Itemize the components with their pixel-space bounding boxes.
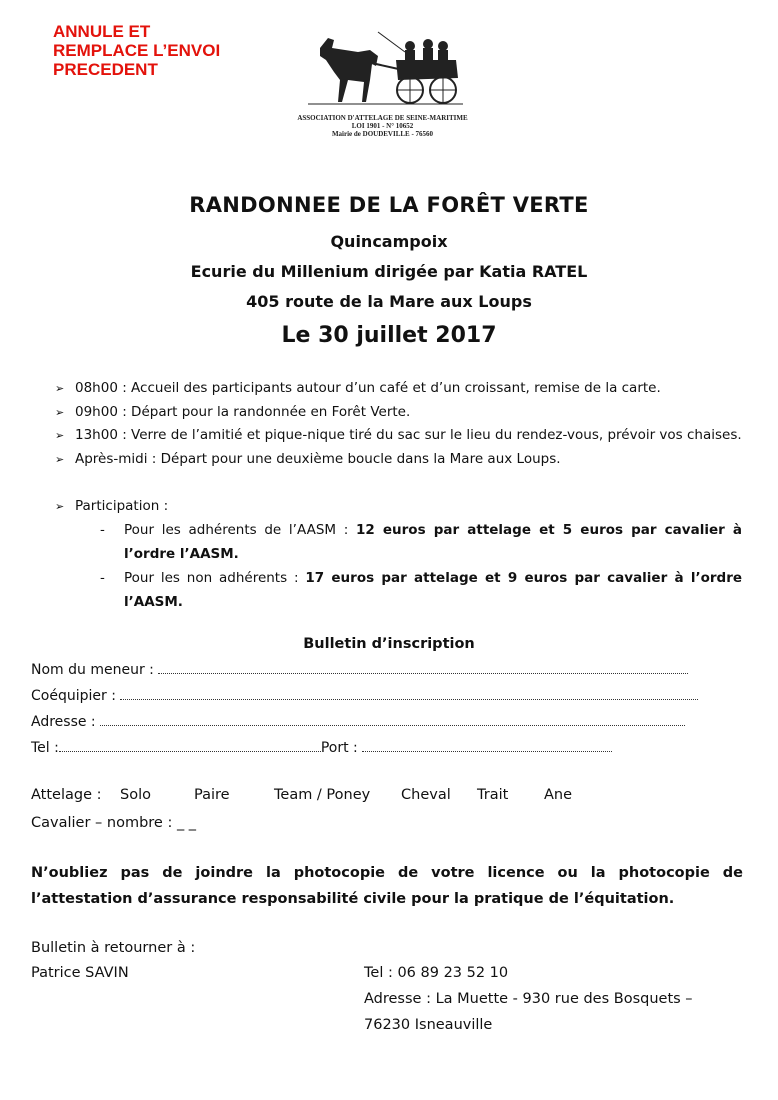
program-item [55, 424, 742, 448]
logo-registration: LOI 1901 - N° 10652 [351, 122, 414, 130]
event-place: Quincampoix [330, 232, 448, 251]
form-row-nom [31, 662, 688, 678]
attelage-row [31, 787, 631, 807]
bulletin-title: Bulletin d’inscription [303, 636, 475, 652]
program-text: 09h00 : Départ pour la randonnée en Forêt Verte. [75, 403, 411, 420]
participation-heading [55, 494, 168, 518]
attelage-option-ane[interactable]: Ane [544, 787, 573, 803]
attelage-option-paire[interactable]: Paire [194, 787, 230, 803]
nonmembers-price-item [100, 566, 742, 614]
association-logo [290, 30, 475, 160]
attelage-option-team-poney[interactable]: Team / Poney [274, 787, 371, 803]
dash-bullet: - [100, 522, 105, 538]
port-label: Port : [320, 740, 358, 756]
notice-line: REMPLACE L’ENVOI [53, 41, 221, 60]
return-tel: Tel : 06 89 23 52 10 [364, 965, 509, 981]
notice-line: PRECEDENT [53, 60, 158, 79]
program-item [55, 448, 742, 472]
form-row-coequipier [31, 688, 698, 704]
event-address: 405 route de la Mare aux Loups [246, 292, 532, 311]
dash-bullet: - [100, 570, 105, 586]
form-row-adresse [31, 714, 685, 730]
return-address: Adresse : La Muette - 930 rue des Bosquets – [364, 991, 693, 1007]
replacement-notice [53, 22, 220, 79]
program-text: Après-midi : Départ pour une deuxième boucle dans la Mare aux Loups. [75, 450, 561, 467]
arrow-bullet-icon: ➢ [55, 405, 65, 419]
arrow-bullet-icon: ➢ [55, 382, 65, 395]
attelage-option-solo[interactable]: Solo [120, 787, 151, 803]
arrow-bullet-icon: ➢ [55, 429, 65, 442]
attelage-option-trait[interactable]: Trait [477, 787, 509, 803]
adresse-label: Adresse : [31, 714, 96, 730]
port-field[interactable] [362, 740, 612, 752]
participation-prices [100, 518, 742, 614]
attelage-option-cheval[interactable]: Cheval [401, 787, 451, 803]
nom-label: Nom du meneur : [31, 662, 154, 678]
coequipier-field[interactable] [120, 688, 698, 700]
arrow-bullet-icon: ➢ [55, 452, 65, 466]
horse-carriage-logo-image [298, 30, 468, 110]
nonmembers-label: Pour les non adhérents : [124, 570, 306, 586]
cavalier-count[interactable]: Cavalier – nombre : _ _ [31, 815, 197, 831]
logo-association-name: ASSOCIATION D'ATTELAGE DE SEINE-MARITIME [297, 114, 468, 122]
license-note: N’oubliez pas de joindre la photocopie de votre licence ou la photocopie de l’attestation d’assurance responsabilité civile pour la pratique de l’équitation. [31, 865, 743, 907]
tel-field[interactable] [59, 740, 321, 752]
event-date: Le 30 juillet 2017 [281, 323, 497, 348]
program-item [55, 401, 742, 425]
tel-label: Tel : [31, 740, 59, 756]
adresse-field[interactable] [100, 714, 685, 726]
program-text: 13h00 : Verre de l’amitié et pique-nique tiré du sac sur le lieu du rendez-vous, prévoir vos chaises. [75, 427, 742, 443]
participation-label: Participation : [75, 498, 169, 514]
notice-line: ANNULE ET [53, 22, 151, 41]
event-stable: Ecurie du Millenium dirigée par Katia RATEL [190, 262, 588, 281]
program-list [55, 377, 742, 471]
event-title: RANDONNEE DE LA FORÊT VERTE [189, 193, 589, 217]
return-label: Bulletin à retourner à : [31, 940, 196, 956]
nom-field[interactable] [158, 662, 688, 674]
arrow-bullet-icon: ➢ [55, 500, 65, 513]
return-city: 76230 Isneauville [364, 1017, 493, 1033]
attelage-label: Attelage : [31, 787, 102, 803]
members-price: 12 euros par attelage et 5 euros par cavalier à l’ordre l’AASM. [124, 522, 742, 562]
program-item [55, 377, 742, 401]
logo-mairie: Mairie de DOUDEVILLE - 76560 [331, 130, 434, 138]
return-name: Patrice SAVIN [31, 965, 129, 981]
nonmembers-price: 17 euros par attelage et 9 euros par cavalier à l’ordre l’AASM. [124, 570, 743, 610]
members-price-item [100, 518, 742, 566]
members-label: Pour les adhérents de l’AASM : [124, 522, 356, 538]
program-text: 08h00 : Accueil des participants autour d’un café et d’un croissant, remise de la carte. [75, 380, 661, 396]
form-row-tel [31, 740, 612, 756]
coequipier-label: Coéquipier : [31, 688, 116, 704]
